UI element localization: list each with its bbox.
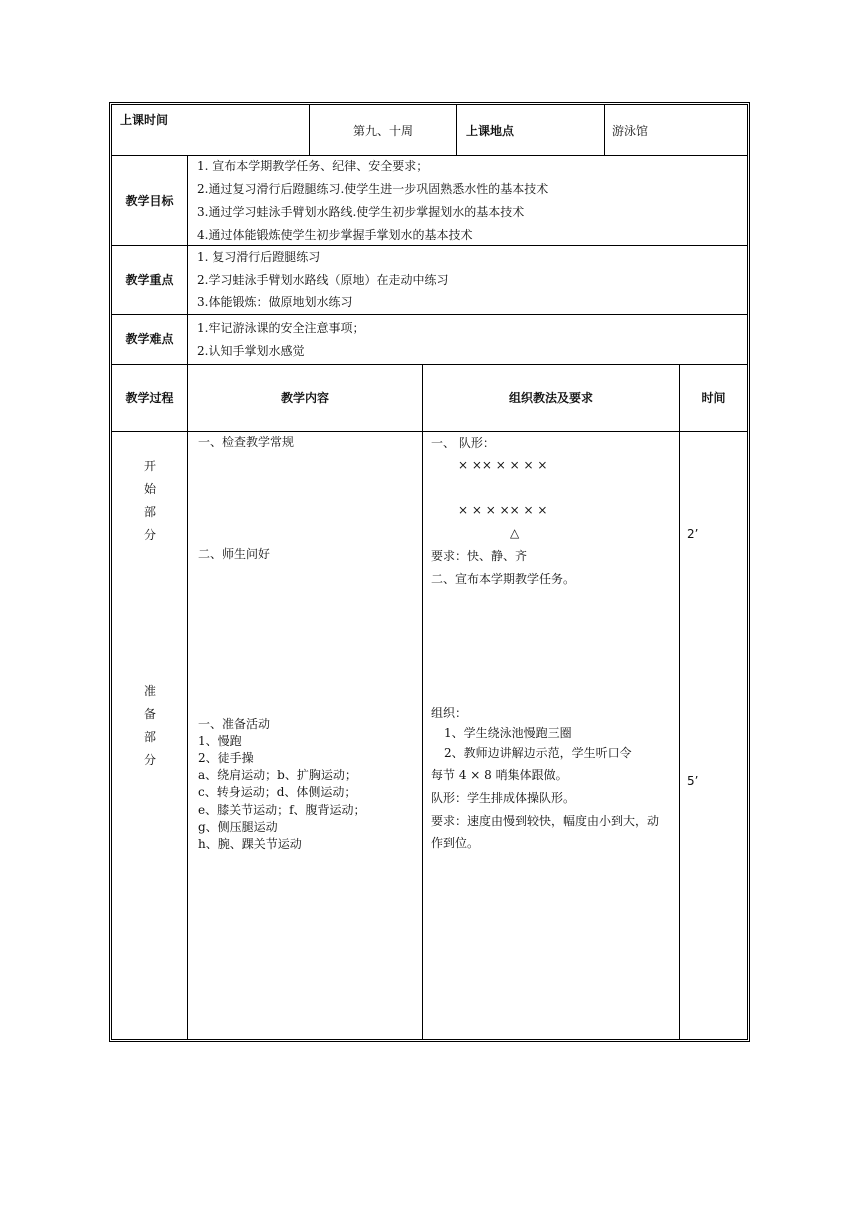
start-content-item: 二、师生问好 — [198, 547, 271, 561]
start-announce: 二、宣布本学期教学任务。 — [431, 572, 576, 586]
keypoint-item: 3.体能锻炼：做原地划水练习 — [197, 295, 353, 309]
prep-requirement: 作到位。 — [431, 836, 480, 850]
col-header-time: 时间 — [701, 391, 726, 405]
prep-content-item: g、侧压腿运动 — [198, 820, 278, 834]
prep-org-label: 组织： — [431, 706, 468, 720]
row-divider — [112, 245, 747, 246]
start-time: 2’ — [687, 527, 699, 541]
col-header-content: 教学内容 — [280, 391, 329, 405]
class-place: 游泳馆 — [612, 124, 649, 138]
row-divider — [112, 364, 747, 365]
formation-title: 一、 队形： — [431, 436, 495, 450]
prep-org-item: 2、教师边讲解边示范，学生听口令 — [444, 746, 632, 760]
lesson-plan-table — [109, 102, 750, 1042]
col-divider — [456, 105, 457, 155]
col-header-process: 教学过程 — [125, 391, 174, 405]
row-divider — [112, 155, 747, 156]
difficulty-item: 2.认知手掌划水感觉 — [197, 344, 305, 358]
start-requirement: 要求：快、静、齐 — [431, 549, 528, 563]
prep-formation: 队形：学生排成体操队形。 — [431, 791, 576, 805]
objective-item: 2.通过复习滑行后蹬腿练习.使学生进一步巩固熟悉水性的基本技术 — [197, 182, 549, 196]
prep-content-item: c、转身运动；d、体侧运动； — [198, 785, 357, 799]
prep-org-item: 1、学生绕泳池慢跑三圈 — [444, 726, 572, 740]
prep-content-item: h、腕、踝关节运动 — [198, 837, 302, 851]
prep-content-item: a、绕肩运动；b、扩胸运动； — [198, 768, 357, 782]
formation-row: × ×× × × × × — [458, 458, 548, 472]
col-divider — [422, 364, 423, 1039]
keypoint-item: 2.学习蛙泳手臂划水路线（原地）在走动中练习 — [197, 273, 449, 287]
prep-content-item: 2、徒手操 — [198, 751, 254, 765]
objectives-label: 教学目标 — [125, 194, 174, 208]
col-divider — [187, 155, 188, 1039]
difficulties-label: 教学难点 — [125, 332, 174, 346]
section-start-name: 开 始 部 分 — [143, 459, 156, 542]
row-divider — [112, 431, 747, 432]
objective-item: 3.通过学习蛙泳手臂划水路线.使学生初步掌握划水的基本技术 — [197, 205, 525, 219]
objective-item: 1. 宣布本学期教学任务、纪律、安全要求； — [197, 159, 429, 173]
objective-item: 4.通过体能锻炼使学生初步掌握手掌划水的基本技术 — [197, 228, 473, 242]
class-week: 第九、十周 — [352, 124, 413, 138]
section-prep-name: 准 备 部 分 — [143, 684, 156, 767]
prep-time: 5’ — [687, 774, 699, 788]
start-content-item: 一、检查教学常规 — [198, 435, 295, 449]
prep-content-item: e、膝关节运动；f、腹背运动； — [198, 803, 366, 817]
col-divider — [679, 364, 680, 1039]
teacher-mark: △ — [510, 526, 520, 540]
keypoints-label: 教学重点 — [125, 273, 174, 287]
prep-content-item: 1、慢跑 — [198, 734, 242, 748]
formation-row: × × × ×× × × — [458, 503, 548, 517]
col-header-method: 组织教法及要求 — [508, 391, 593, 405]
row-divider — [112, 314, 747, 315]
class-time-label: 上课时间 — [120, 113, 169, 127]
class-place-label: 上课地点 — [466, 124, 515, 138]
prep-content-item: 一、准备活动 — [198, 717, 271, 731]
keypoint-item: 1. 复习滑行后蹬腿练习 — [197, 250, 321, 264]
difficulty-item: 1.牢记游泳课的安全注意事项； — [197, 321, 365, 335]
col-divider — [604, 105, 605, 155]
prep-beat: 每节 4 × 8 哨集体跟做。 — [431, 768, 568, 782]
prep-requirement: 要求：速度由慢到较快，幅度由小到大，动 — [431, 814, 660, 828]
